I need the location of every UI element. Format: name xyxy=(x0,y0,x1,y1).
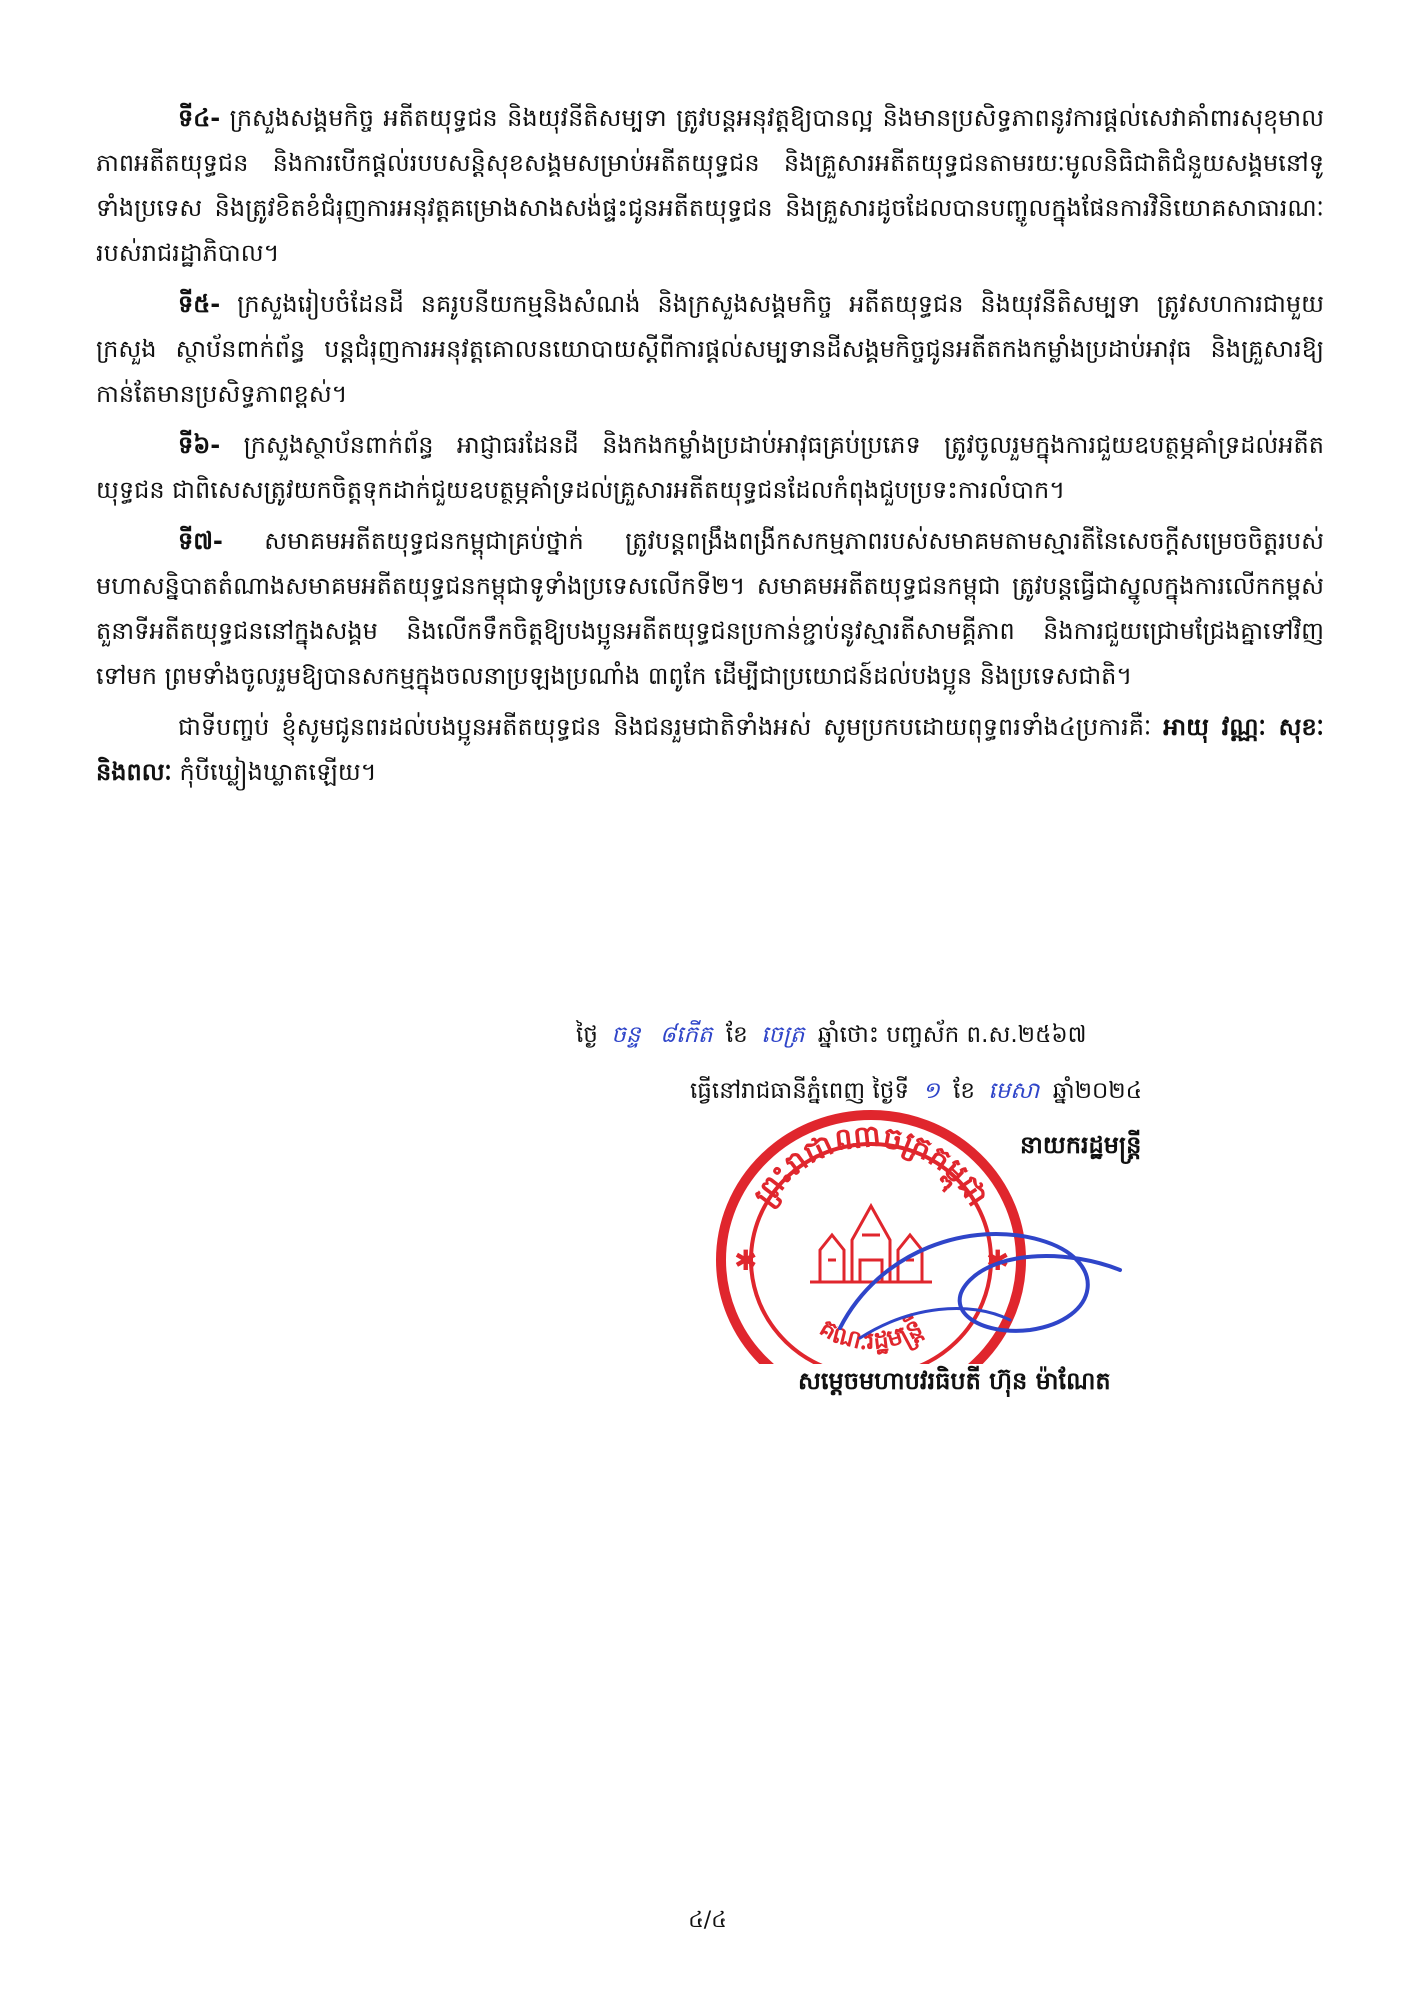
handwritten-lunar-month: ចេត្រ xyxy=(761,1022,805,1048)
article-text: ក្រសួងរៀបចំដែនដី នគរូបនីយកម្មនិងសំណង់ និងក្រសួងសង្គមកិច្ច អតីតយុទ្ធជន និងយុវនីតិសម្បទា ត្រូវសហការជាមួយក្រសួង ស្ថាប័នពាក់ព័ន្ធ បន្តជំរុញការអនុវត្តគោលនយោបាយស្ដីពីការផ្ដល់សម្បទានដីសង្គមកិច្ចជូនអតីតកងកម្លាំងប្រដាប់អាវុធ និងគ្រួសារឱ្យកាន់តែមានប្រសិទ្ធភាពខ្ពស់។ xyxy=(96,290,1324,408)
svg-text:✱: ✱ xyxy=(986,1244,1010,1277)
paragraph-article-7 xyxy=(96,519,1324,699)
seal-bottom-text: គណៈរដ្ឋមន្ត្រី xyxy=(815,1313,927,1357)
paragraph-article-4 xyxy=(96,96,1324,276)
paragraph-article-5 xyxy=(96,282,1324,417)
paragraph-article-6 xyxy=(96,423,1324,513)
article-label: ទី៧- xyxy=(178,527,223,555)
handwritten-month: មេសា xyxy=(988,1078,1040,1104)
lunar-date-prefix: ថ្ងៃ xyxy=(576,1022,598,1048)
handwritten-signature xyxy=(820,1210,1130,1360)
svg-text:✱: ✱ xyxy=(734,1244,758,1277)
lunar-date-line xyxy=(576,1018,1336,1052)
article-label: ទី៥- xyxy=(178,290,221,318)
closing-ending: កុំបីឃ្លៀងឃ្លាតឡើយ។ xyxy=(179,758,377,786)
lunar-year-text: ឆ្នាំថោះ បញ្ចស័ក ព.ស.២៥៦៧ xyxy=(817,1022,1087,1048)
handwritten-day: ១ xyxy=(922,1078,940,1104)
svg-text:ព្រះរាជាណាចក្រកម្ពុជា xyxy=(747,1118,995,1213)
solar-year-text: ឆ្នាំ២០២៤ xyxy=(1052,1078,1142,1104)
lunar-month-label: ខែ xyxy=(725,1022,748,1048)
closing-paragraph xyxy=(96,705,1324,795)
page-number: ៤/៤ xyxy=(688,1908,727,1933)
article-text: ក្រសួងស្ថាប័នពាក់ព័ន្ធ អាជ្ញាធរដែនដី និងកងកម្លាំងប្រដាប់អាវុធគ្រប់ប្រភេទ ត្រូវចូលរួមក្នុងការជួយឧបត្ថម្ភគាំទ្រដល់អតីតយុទ្ធជន ជាពិសេសត្រូវយកចិត្តទុកដាក់ជួយឧបត្ថម្ភគាំទ្រដល់គ្រួសារអតីតយុទ្ធជនដែលកំពុងជួបប្រទះការលំបាក។ xyxy=(96,431,1324,504)
closing-blessings: អាយុ វណ្ណៈ សុខៈ និងពលៈ xyxy=(96,713,1324,786)
solar-month-label: ខែ xyxy=(953,1078,975,1104)
closing-text: ជាទីបញ្ចប់ ខ្ញុំសូមជូនពរដល់បងប្អូនអតីតយុទ្ធជន និងជនរួមជាតិទាំងអស់ សូមប្រកបដោយពុទ្ធពរទាំង៤ប្រការគឺៈ xyxy=(178,713,1152,741)
solar-date-prefix: ធ្វើនៅរាជធានីភ្នំពេញ ថ្ងៃទី xyxy=(690,1078,910,1104)
document-body xyxy=(96,96,1324,801)
handwritten-lunar-day: ៨កើត xyxy=(659,1022,713,1048)
article-label: ទី៦- xyxy=(178,431,221,459)
signatory-title: នាយករដ្ឋមន្ត្រី xyxy=(1020,1131,1142,1159)
article-text: សមាគមអតីតយុទ្ធជនកម្ពុជាគ្រប់ថ្នាក់ ត្រូវបន្តពង្រឹងពង្រីកសកម្មភាពរបស់សមាគមតាមស្មារតីនៃសេចក្ដីសម្រេចចិត្តរបស់មហាសន្និបាតតំណាងសមាគមអតីតយុទ្ធជនកម្ពុជាទូទាំងប្រទេសលើកទី២។ សមាគមអតីតយុទ្ធជនកម្ពុជា ត្រូវបន្តធ្វើជាស្នូលក្នុងការលើកកម្ពស់តួនាទីអតីតយុទ្ធជននៅក្នុងសង្គម និងលើកទឹកចិត្តឱ្យបងប្អូនអតីតយុទ្ធជនប្រកាន់ខ្ជាប់នូវស្មារតីសាមគ្គីភាព និងការជួយជ្រោមជ្រែងគ្នាទៅវិញទៅមក ព្រមទាំងចូលរួមឱ្យបានសកម្មក្នុងចលនាប្រឡងប្រណាំង ៣ពូកែ ដើម្បីជាប្រយោជន៍ដល់បងប្អូន និងប្រទេសជាតិ។ xyxy=(96,527,1324,690)
article-label: ទី៤- xyxy=(178,104,221,132)
solar-date-line xyxy=(690,1074,1350,1108)
signatory-name: សម្តេចមហាបវរធិបតី ហ៊ុន ម៉ាណែត xyxy=(798,1367,1111,1395)
handwritten-weekday: ចន្ទ xyxy=(611,1022,641,1048)
article-text: ក្រសួងសង្គមកិច្ច អតីតយុទ្ធជន និងយុវនីតិសម្បទា ត្រូវបន្តអនុវត្តឱ្យបានល្អ និងមានប្រសិទ្ធភាពនូវការផ្ដល់សេវាគាំពារសុខុមាលភាពអតីតយុទ្ធជន និងការបើកផ្ដល់របបសន្តិសុខសង្គមសម្រាប់អតីតយុទ្ធជន និងគ្រួសារអតីតយុទ្ធជនតាមរយៈមូលនិធិជាតិជំនួយសង្គមនៅទូទាំងប្រទេស និងត្រូវខិតខំជំរុញការអនុវត្តគម្រោងសាងសង់ផ្ទះជូនអតីតយុទ្ធជន និងគ្រួសារដូចដែលបានបញ្ចូលក្នុងផែនការវិនិយោគសាធារណៈរបស់រាជរដ្ឋាភិបាល។ xyxy=(96,104,1324,267)
seal-text: ព្រះរាជាណាចក្រកម្ពុជា xyxy=(747,1118,995,1213)
